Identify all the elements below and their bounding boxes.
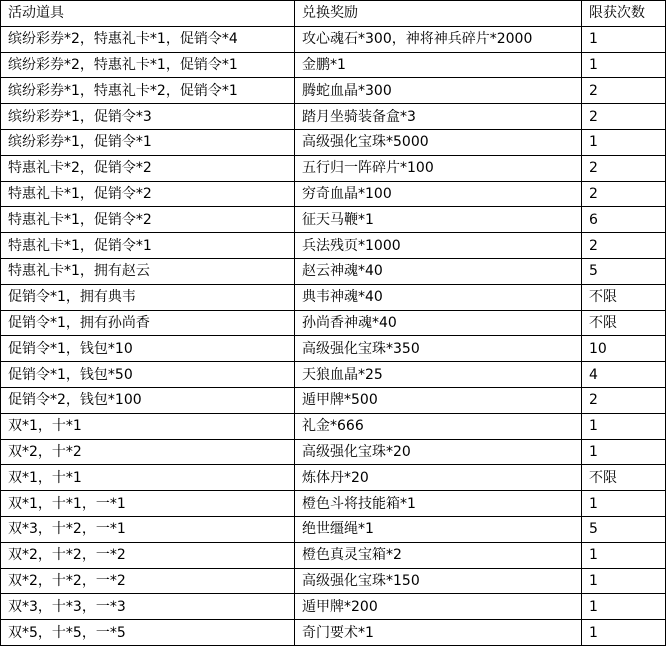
cell-exchange-reward: 礼金*666 (295, 413, 582, 439)
cell-activity-items: 促销令*2，钱包*100 (1, 387, 295, 413)
cell-exchange-reward: 奇门要术*1 (295, 620, 582, 646)
cell-activity-items: 特惠礼卡*1，促销令*2 (1, 181, 295, 207)
table-row (1, 155, 666, 181)
cell-limit-count: 1 (582, 491, 666, 517)
cell-limit-count: 不限 (582, 465, 666, 491)
cell-limit-count: 5 (582, 516, 666, 542)
table-row (1, 233, 666, 259)
cell-exchange-reward: 金鹏*1 (295, 52, 582, 78)
cell-activity-items: 双*3，十*3，一*3 (1, 594, 295, 620)
cell-exchange-reward: 遁甲牌*200 (295, 594, 582, 620)
cell-activity-items: 双*5，十*5，一*5 (1, 620, 295, 646)
cell-limit-count: 1 (582, 620, 666, 646)
cell-exchange-reward: 绝世缰绳*1 (295, 516, 582, 542)
cell-limit-count: 4 (582, 362, 666, 388)
cell-activity-items: 双*2，十*2，一*2 (1, 568, 295, 594)
cell-exchange-reward: 征天马鞭*1 (295, 207, 582, 233)
table-row (1, 362, 666, 388)
cell-activity-items: 双*3，十*2，一*1 (1, 516, 295, 542)
cell-activity-items: 缤纷彩券*1，特惠礼卡*2，促销令*1 (1, 78, 295, 104)
cell-exchange-reward: 天狼血晶*25 (295, 362, 582, 388)
cell-activity-items: 促销令*1，钱包*50 (1, 362, 295, 388)
table-row (1, 620, 666, 646)
cell-exchange-reward: 橙色真灵宝箱*2 (295, 542, 582, 568)
cell-activity-items: 双*1，十*1 (1, 413, 295, 439)
cell-activity-items: 双*2，十*2 (1, 439, 295, 465)
table-row (1, 78, 666, 104)
header-activity-items: 活动道具 (1, 1, 295, 27)
cell-exchange-reward: 高级强化宝珠*5000 (295, 129, 582, 155)
cell-activity-items: 双*1，十*1 (1, 465, 295, 491)
cell-activity-items: 特惠礼卡*1，拥有赵云 (1, 258, 295, 284)
cell-activity-items: 双*1，十*1，一*1 (1, 491, 295, 517)
cell-limit-count: 5 (582, 258, 666, 284)
table-row (1, 181, 666, 207)
header-exchange-reward: 兑换奖励 (295, 1, 582, 27)
table-row (1, 387, 666, 413)
cell-limit-count: 2 (582, 387, 666, 413)
cell-limit-count: 1 (582, 542, 666, 568)
table-row (1, 207, 666, 233)
cell-limit-count: 2 (582, 181, 666, 207)
table-row (1, 516, 666, 542)
cell-activity-items: 缤纷彩券*2，特惠礼卡*1，促销令*1 (1, 52, 295, 78)
cell-exchange-reward: 炼体丹*20 (295, 465, 582, 491)
cell-exchange-reward: 踏月坐骑装备盒*3 (295, 104, 582, 130)
cell-limit-count: 2 (582, 155, 666, 181)
table-row (1, 26, 666, 52)
cell-activity-items: 缤纷彩券*1，促销令*1 (1, 129, 295, 155)
cell-limit-count: 1 (582, 26, 666, 52)
cell-limit-count: 1 (582, 129, 666, 155)
cell-limit-count: 不限 (582, 284, 666, 310)
cell-limit-count: 不限 (582, 310, 666, 336)
table-body (1, 26, 666, 645)
table-row (1, 258, 666, 284)
cell-activity-items: 促销令*1，拥有典韦 (1, 284, 295, 310)
cell-exchange-reward: 攻心魂石*300，神将神兵碎片*2000 (295, 26, 582, 52)
cell-limit-count: 10 (582, 336, 666, 362)
table-row (1, 542, 666, 568)
cell-exchange-reward: 五行归一阵碎片*100 (295, 155, 582, 181)
table-row (1, 284, 666, 310)
cell-activity-items: 促销令*1，拥有孙尚香 (1, 310, 295, 336)
table-row (1, 310, 666, 336)
cell-limit-count: 1 (582, 52, 666, 78)
table-row (1, 439, 666, 465)
cell-exchange-reward: 兵法残页*1000 (295, 233, 582, 259)
cell-exchange-reward: 穷奇血晶*100 (295, 181, 582, 207)
cell-activity-items: 促销令*1，钱包*10 (1, 336, 295, 362)
cell-activity-items: 特惠礼卡*1，促销令*1 (1, 233, 295, 259)
cell-activity-items: 缤纷彩券*1，促销令*3 (1, 104, 295, 130)
cell-exchange-reward: 腾蛇血晶*300 (295, 78, 582, 104)
table-row (1, 465, 666, 491)
cell-limit-count: 1 (582, 594, 666, 620)
cell-exchange-reward: 高级强化宝珠*150 (295, 568, 582, 594)
table-row (1, 129, 666, 155)
cell-limit-count: 2 (582, 78, 666, 104)
cell-exchange-reward: 高级强化宝珠*350 (295, 336, 582, 362)
cell-limit-count: 1 (582, 413, 666, 439)
table-row (1, 52, 666, 78)
cell-activity-items: 特惠礼卡*2，促销令*2 (1, 155, 295, 181)
cell-activity-items: 缤纷彩券*2，特惠礼卡*1，促销令*4 (1, 26, 295, 52)
table-row (1, 594, 666, 620)
cell-limit-count: 1 (582, 568, 666, 594)
cell-limit-count: 2 (582, 104, 666, 130)
cell-limit-count: 6 (582, 207, 666, 233)
cell-exchange-reward: 橙色斗将技能箱*1 (295, 491, 582, 517)
cell-limit-count: 2 (582, 233, 666, 259)
cell-activity-items: 双*2，十*2，一*2 (1, 542, 295, 568)
table-row (1, 336, 666, 362)
cell-exchange-reward: 高级强化宝珠*20 (295, 439, 582, 465)
cell-activity-items: 特惠礼卡*1，促销令*2 (1, 207, 295, 233)
table-row (1, 413, 666, 439)
table-row (1, 104, 666, 130)
table-row (1, 568, 666, 594)
cell-exchange-reward: 典韦神魂*40 (295, 284, 582, 310)
cell-limit-count: 1 (582, 439, 666, 465)
cell-exchange-reward: 遁甲牌*500 (295, 387, 582, 413)
cell-exchange-reward: 赵云神魂*40 (295, 258, 582, 284)
table-row (1, 491, 666, 517)
cell-exchange-reward: 孙尚香神魂*40 (295, 310, 582, 336)
header-limit-count: 限获次数 (582, 1, 666, 27)
header-row (1, 1, 666, 27)
